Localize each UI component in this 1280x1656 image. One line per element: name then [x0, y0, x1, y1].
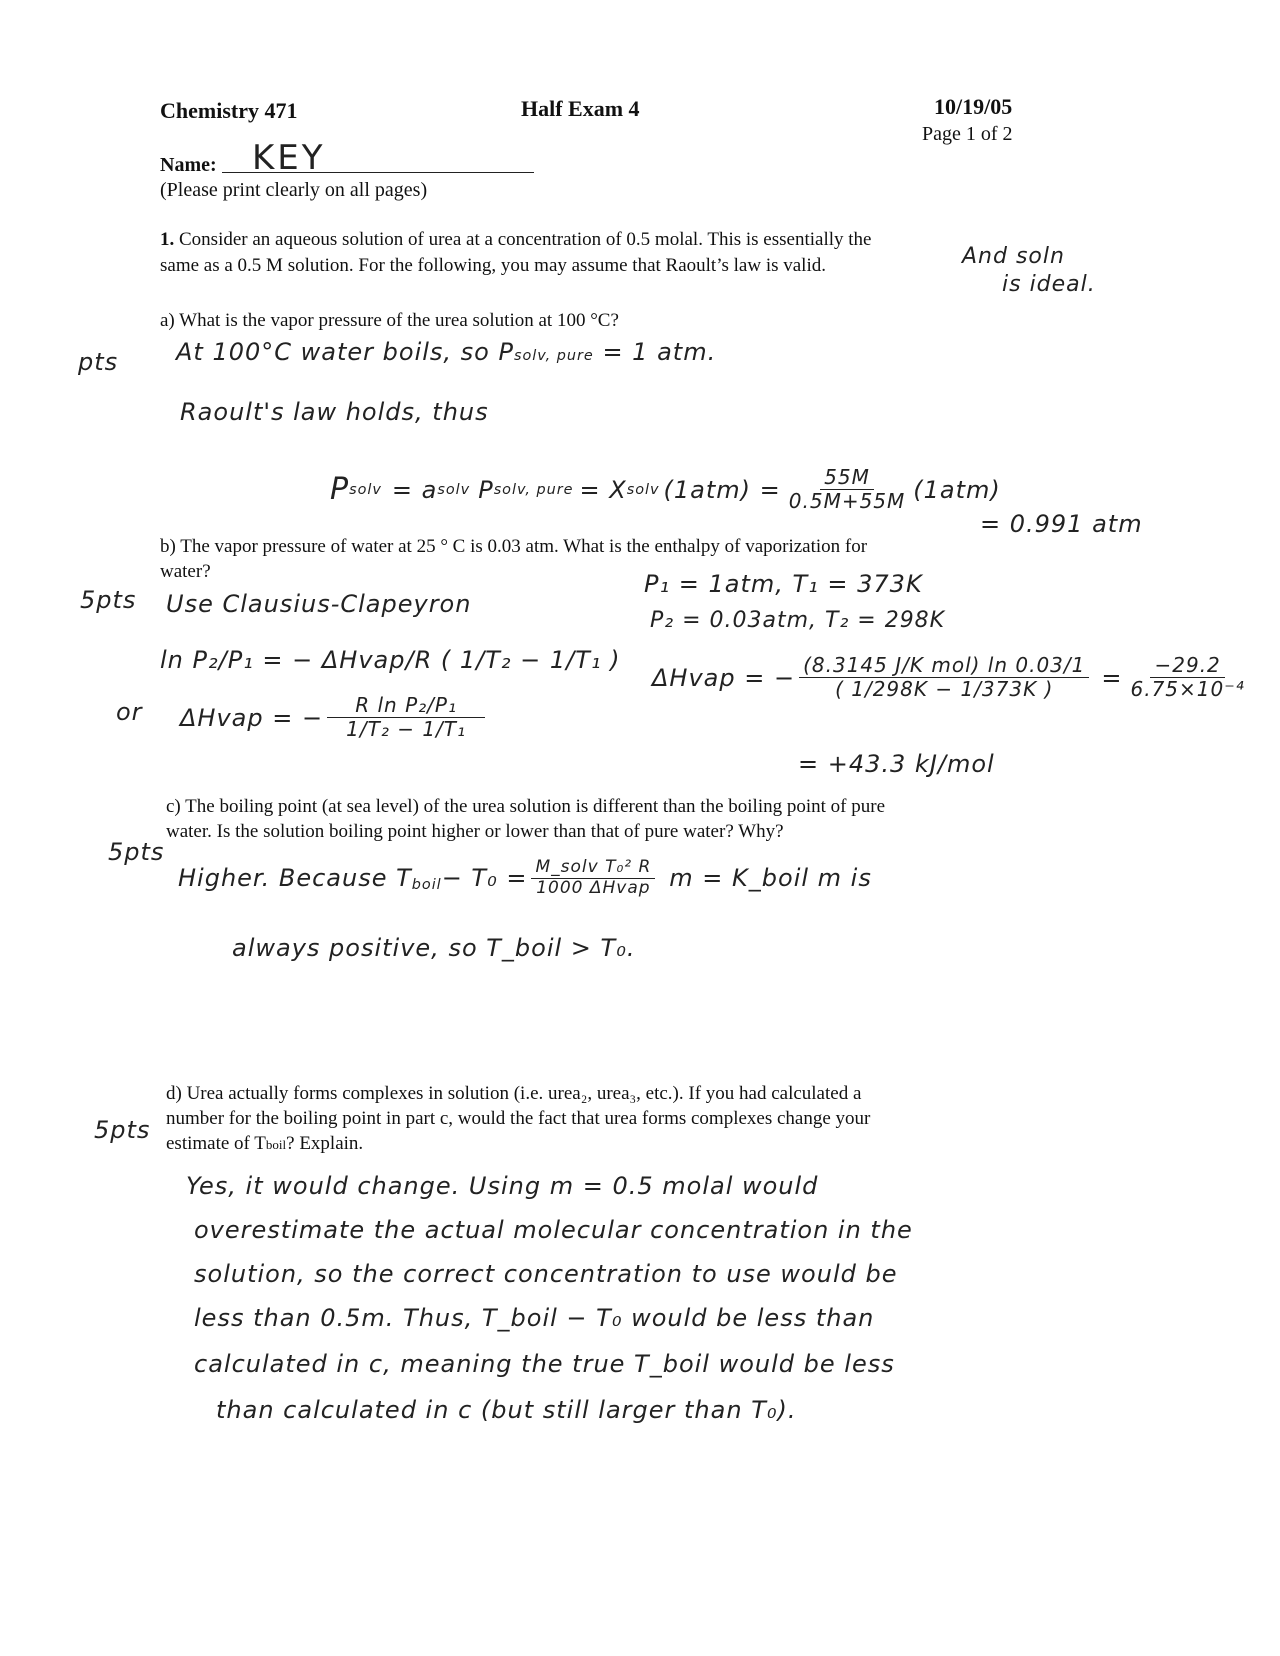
- eq-fraction: [785, 466, 910, 513]
- part-d-answer-line1: Yes, it would change. Using m = 0.5 molal would: [186, 1172, 819, 1200]
- part-a-points: pts: [78, 348, 119, 376]
- part-b-calc-den: ( 1/298K − 1/373K ): [835, 677, 1054, 701]
- part-a-line1-sub: solv, pure: [513, 348, 594, 364]
- part-b-calc: ΔHvap = − $\frac{\text{(8.3145 J/K mol) ln 0.03/1}}{( 1/298K - 1/373K )}$ = $\frac{-29.2}{\text{6.75×10⁻⁴}}$: [652, 654, 1253, 701]
- eq-end: (1atm): [913, 475, 1001, 504]
- eq-frac-num: 55M: [820, 466, 874, 490]
- part-b-calc-mid: [1126, 654, 1248, 701]
- part-c-line1-end: m = K_boil m is: [669, 864, 872, 893]
- part-b-points: 5pts: [80, 586, 137, 614]
- part-b-or: or: [116, 698, 143, 726]
- part-b-calc-frac: [799, 654, 1089, 701]
- part-b-ln-lhs: ln P₂/P₁ = − ΔHvap/R: [160, 646, 433, 674]
- q1-number: 1.: [160, 229, 175, 250]
- part-b-ln-paren: ( 1/T₂ − 1/T₁ ): [440, 646, 621, 674]
- part-d-answer-line2: overestimate the actual molecular concentration in the: [194, 1216, 913, 1244]
- part-b-question-line2: water?: [160, 561, 211, 582]
- eq-p2: P: [478, 475, 494, 504]
- part-c-frac-num: M_solv T₀² R: [531, 858, 655, 879]
- part-b-dh-frac: [327, 694, 485, 741]
- eq-a: = a: [391, 475, 438, 504]
- name-value: KEY: [252, 138, 326, 178]
- q1-note-ideal: is ideal.: [1002, 272, 1096, 297]
- part-c-line2: always positive, so T_boil > T₀.: [232, 934, 636, 962]
- part-a-equation: [330, 466, 1001, 513]
- course-title: Chemistry 471: [160, 98, 298, 123]
- print-note: (Please print clearly on all pages): [160, 179, 428, 201]
- part-b-ln-eq: [160, 646, 621, 674]
- part-d-question-line1: d) Urea actually forms complexes in solution (i.e. urea₂, urea₃, etc.). If you had calculated a: [166, 1083, 862, 1104]
- q1-note-soln: And soln: [962, 244, 1065, 269]
- eq-tail: (1atm) =: [663, 475, 781, 504]
- part-b-given1: P₁ = 1atm, T₁ = 373K: [644, 570, 923, 598]
- part-d-q3-end: ? Explain.: [286, 1133, 364, 1154]
- part-c-points: 5pts: [108, 838, 165, 866]
- part-b-calc-num: (8.3145 J/K mol) ln 0.03/1: [799, 654, 1089, 678]
- eq-x: = X: [579, 475, 627, 504]
- part-c-line1-sub: boil: [411, 877, 442, 894]
- part-b-calc-mid-num: −29.2: [1150, 654, 1224, 678]
- part-c-frac: [531, 858, 655, 898]
- eq-a-sub: solv: [437, 481, 471, 498]
- part-b-result: = +43.3 kJ/mol: [798, 750, 995, 778]
- part-d-question-line2: number for the boiling point in part c, would the fact that urea forms complexes change your: [166, 1108, 871, 1129]
- eq-frac-den: 0.5M+55M: [788, 489, 906, 513]
- q1-intro-text1: Consider an aqueous solution of urea at a concentration of 0.5 molal. This is essentially the: [179, 229, 872, 250]
- part-d-points: 5pts: [94, 1116, 151, 1144]
- part-d-answer-line6: than calculated in c (but still larger than T₀).: [216, 1396, 797, 1424]
- eq-p: P: [330, 472, 350, 507]
- part-c-frac-den: 1000 ΔHvap: [536, 877, 651, 898]
- part-d-q3-start: estimate of T: [166, 1133, 266, 1154]
- eq-x-sub: solv: [626, 481, 660, 498]
- part-b-given2: P₂ = 0.03atm, T₂ = 298K: [650, 608, 946, 633]
- part-a-question: a) What is the vapor pressure of the urea solution at 100 °C?: [160, 310, 619, 331]
- part-a-line2: Raoult's law holds, thus: [180, 398, 489, 426]
- part-c-line1-start: Higher. Because T: [178, 864, 412, 893]
- eq-p-sub: solv: [349, 481, 382, 498]
- part-a-line1-text: At 100°C water boils, so P: [176, 338, 514, 366]
- part-b-use: Use Clausius-Clapeyron: [166, 590, 472, 618]
- eq-p2-sub: solv, pure: [493, 481, 574, 498]
- part-b-calc-lhs: ΔHvap = −: [652, 663, 796, 692]
- part-a-line1: [176, 338, 716, 366]
- part-b-dh-eq: [180, 694, 489, 741]
- page-number: Page 1 of 2: [922, 123, 1013, 145]
- part-d-q3-sub: boil: [265, 1137, 287, 1152]
- part-c-line1: [178, 858, 872, 898]
- part-d-answer-line5: calculated in c, meaning the true T_boil would be less: [194, 1350, 895, 1378]
- part-d-question-line3: [166, 1132, 363, 1157]
- part-b-question-line1: b) The vapor pressure of water at 25 ° C is 0.03 atm. What is the enthalpy of vaporization for: [160, 536, 868, 557]
- part-b-dh-den: 1/T₂ − 1/T₁: [346, 717, 467, 741]
- exam-date: 10/19/05: [934, 94, 1013, 119]
- exam-title: Half Exam 4: [521, 96, 640, 121]
- part-c-question-line1: c) The boiling point (at sea level) of the urea solution is different than the boiling point of pure: [166, 796, 886, 817]
- part-b-calc-mid-den: 6.75×10⁻⁴: [1130, 677, 1245, 701]
- part-a-result: = 0.991 atm: [980, 510, 1143, 538]
- q1-intro-line2: same as a 0.5 M solution. For the following, you may assume that Raoult’s law is valid.: [160, 255, 826, 276]
- part-c-question-line2: water. Is the solution boiling point higher or lower than that of pure water? Why?: [166, 821, 784, 842]
- name-label: Name:: [160, 154, 217, 176]
- part-a-line1-end: = 1 atm.: [602, 338, 717, 366]
- part-b-dh-num: R ln P₂/P₁: [327, 694, 485, 718]
- part-b-dh-lhs: ΔHvap = −: [180, 703, 324, 732]
- q1-intro-line1: [160, 228, 871, 252]
- part-d-answer-line3: solution, so the correct concentration to use would be: [194, 1260, 898, 1288]
- part-c-line1-mid: − T₀ =: [441, 864, 528, 893]
- part-d-answer-line4: less than 0.5m. Thus, T_boil − T₀ would be less than: [194, 1304, 875, 1332]
